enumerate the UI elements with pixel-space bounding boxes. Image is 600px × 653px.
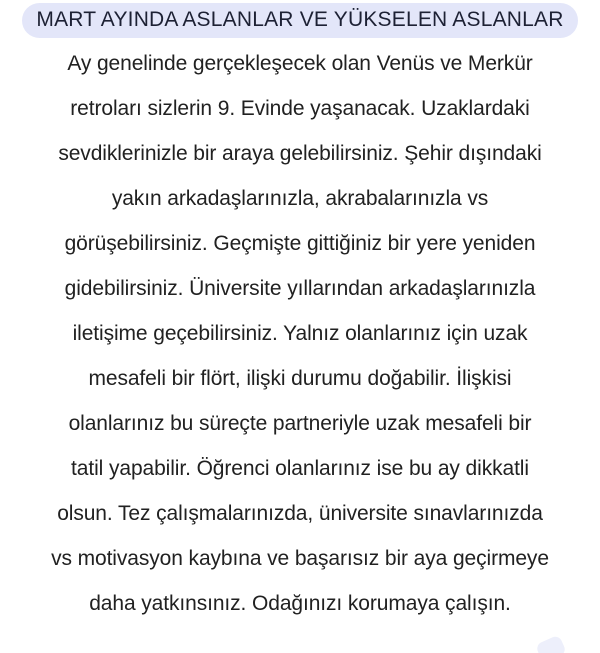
body-line: mesafeli bir flört, ilişki durumu doğabilir. İlişkisi: [88, 367, 512, 390]
body-line: Ay genelinde gerçekleşecek olan Venüs ve Merkür: [67, 52, 533, 75]
body-line: görüşebilirsiniz. Geçmişte gittiğiniz bir yere yeniden: [64, 232, 536, 255]
title-row: [0, 0, 600, 38]
body-line: iletişime geçebilirsiniz. Yalnız olanlarınız için uzak: [72, 322, 528, 345]
body-line: sevdiklerinizle bir araya gelebilirsiniz. Şehir dışındaki: [58, 142, 542, 165]
body-line: olanlarınız bu süreçte partneriyle uzak mesafeli bir: [68, 412, 532, 435]
highlight-artifact: [535, 635, 567, 653]
body-line: olsun. Tez çalışmalarınızda, üniversite sınavlarınızda: [57, 502, 543, 525]
body-line: gidebilirsiniz. Üniversite yıllarından arkadaşlarınızla: [64, 277, 536, 300]
body-line: daha yatkınsınız. Odağınızı korumaya çalışın.: [89, 592, 511, 615]
horoscope-body: [0, 41, 600, 626]
body-line: vs motivasyon kaybına ve başarısız bir aya geçirmeye: [51, 547, 549, 570]
page-title: MART AYINDA ASLANLAR VE YÜKSELEN ASLANLAR: [36, 8, 564, 31]
section-title-highlight: [22, 3, 577, 38]
body-line: retroları sizlerin 9. Evinde yaşanacak. Uzaklardaki: [70, 97, 530, 120]
body-line: tatil yapabilir. Öğrenci olanlarınız ise bu ay dikkatli: [71, 457, 529, 480]
body-line: yakın arkadaşlarınızla, akrabalarınızla vs: [111, 187, 489, 210]
